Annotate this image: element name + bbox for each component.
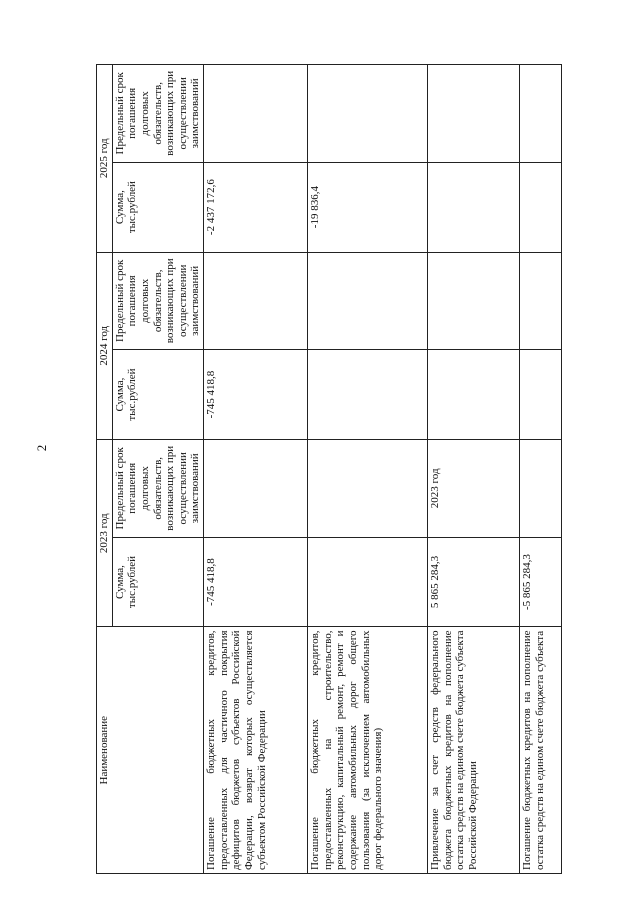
cell-sum-2023: -5 865 284,3 (520, 537, 562, 627)
cell-term-2025 (308, 65, 428, 163)
cell-term-2025 (204, 65, 308, 163)
cell-term-2023 (308, 440, 428, 538)
borrowing-table (96, 64, 562, 874)
rotated-table-container (96, 64, 581, 874)
table-row (204, 65, 308, 874)
cell-term-2025 (428, 65, 520, 163)
cell-term-2024 (308, 252, 428, 350)
cell-sum-2023: 5 865 284,3 (428, 537, 520, 627)
cell-term-2025 (520, 65, 562, 163)
term-header-2024: Предельный срок погашения долговых обязательств, возникающих при осуществлении заимствований (112, 252, 203, 350)
sum-header-2024: Сумма, тыс.рублей (112, 350, 203, 440)
cell-term-2023: 2023 год (428, 440, 520, 538)
table-row (520, 65, 562, 874)
cell-sum-2025: -19 836,4 (308, 162, 428, 252)
page-number: 2 (34, 444, 49, 452)
cell-sum-2025: -2 437 172,6 (204, 162, 308, 252)
table-row (428, 65, 520, 874)
cell-sum-2023 (308, 537, 428, 627)
sum-header-2023: Сумма, тыс.рублей (112, 537, 203, 627)
row-name: Погашение бюджетных кредитов, предоставленных на строительство, реконструкцию, капитальный ремонт, ремонт и содержание автомобильных дорог общего пользования (за исключением автомобильных дорог федерального значения) (308, 627, 428, 874)
year-header-2023: 2023 год (97, 440, 113, 627)
row-name: Погашение бюджетных кредитов, предоставленных для частичного покрытия дефицитов бюджетов субъектов Российской Федерации, возврат которых осуществляется субъектом Российской Федерации (204, 627, 308, 874)
year-header-2025: 2025 год (97, 65, 113, 253)
cell-term-2024 (204, 252, 308, 350)
cell-sum-2025 (520, 162, 562, 252)
cell-sum-2023: -745 418,8 (204, 537, 308, 627)
rotated-table-inner (96, 64, 581, 874)
cell-term-2023 (520, 440, 562, 538)
cell-sum-2024 (520, 350, 562, 440)
cell-sum-2024 (308, 350, 428, 440)
cell-sum-2024: -745 418,8 (204, 350, 308, 440)
sum-header-2025: Сумма, тыс.рублей (112, 162, 203, 252)
cell-term-2024 (428, 252, 520, 350)
year-header-2024: 2024 год (97, 252, 113, 439)
cell-sum-2024 (428, 350, 520, 440)
term-header-2025: Предельный срок погашения долговых обязательств, возникающих при осуществлении заимствований (112, 65, 203, 163)
cell-sum-2025 (428, 162, 520, 252)
table-row (308, 65, 428, 874)
name-header: Наименование (97, 627, 204, 874)
row-name: Привлечение за счет средств федерального бюджета бюджетных кредитов на пополнение остатка средств на едином счете бюджета субъекта Российской Федерации (428, 627, 520, 874)
term-header-2023: Предельный срок погашения долговых обязательств, возникающих при осуществлении заимствований (112, 440, 203, 538)
cell-term-2023 (204, 440, 308, 538)
row-name: Погашение бюджетных кредитов на пополнение остатка средств на едином счете бюджета субъекта (520, 627, 562, 874)
cell-term-2024 (520, 252, 562, 350)
